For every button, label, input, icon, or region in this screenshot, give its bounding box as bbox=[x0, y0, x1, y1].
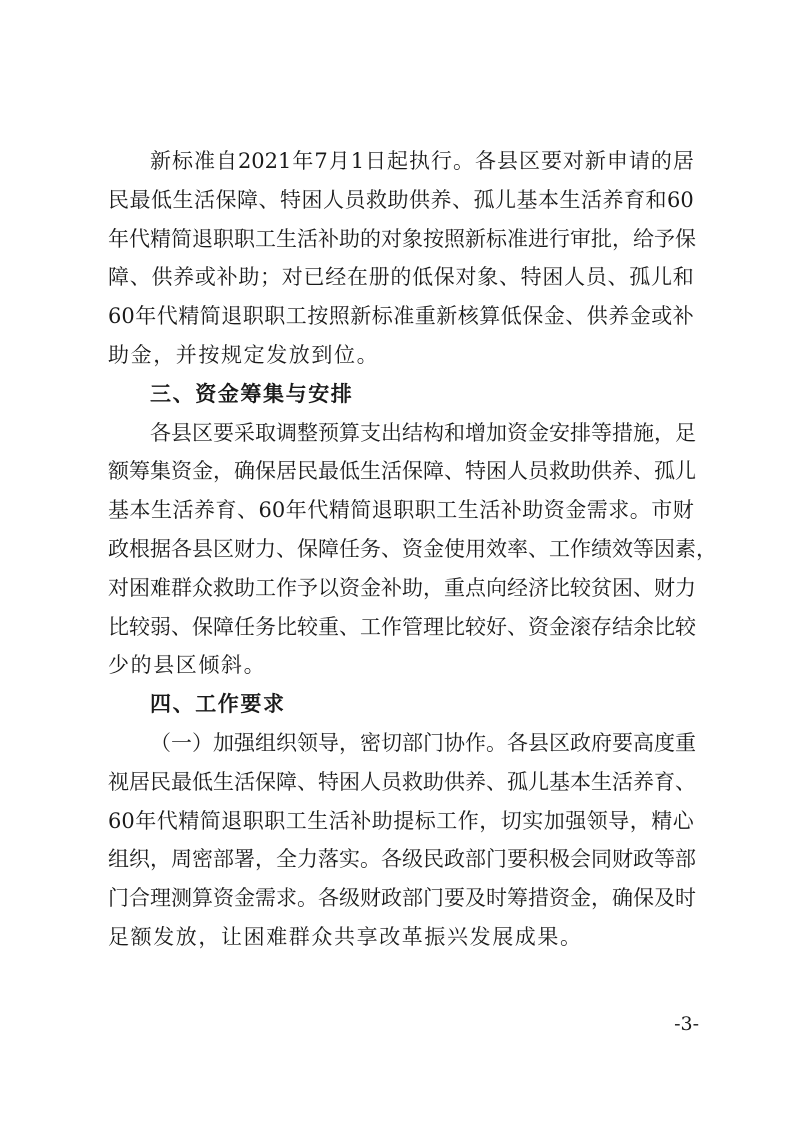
page-number: -3- bbox=[674, 1013, 699, 1035]
section-heading: 四、工作要求 bbox=[150, 692, 286, 717]
paragraph-line: 各 县 区 要 采 取 调 整 预 算 支 出 结 构 和 增 加 资 金 安 排 等 措 施 ， 足 bbox=[150, 420, 696, 445]
paragraph-line: （ 一 ） 加 强 组 织 领 导 ， 密 切 部 门 协 作 。 各 县 区 政 府 要 高 度 重 bbox=[150, 730, 696, 755]
paragraph-line: 障 、 供 养 或 补 助 ； 对 已 经 在 册 的 低 保 对 象 、 特 困 人 员 、 孤 儿 和 bbox=[108, 265, 694, 290]
paragraph-line: 组 织 ， 周 密 部 署 ， 全 力 落 实 。 各 级 民 政 部 门 要 积 极 会 同 财 政 等 部 bbox=[108, 847, 696, 872]
paragraph-line: 新 标 准 自 2021 年 7 月 1 日 起 执 行 。 各 县 区 要 对 新 申 请 的 居 bbox=[150, 149, 694, 173]
paragraph-line: 60 年 代 精 简 退 职 职 工 按 照 新 标 准 重 新 核 算 低 保 金 、 供 养 金 或 补 bbox=[108, 304, 694, 329]
paragraph-line: 额 筹 集 资 金 ， 确 保 居 民 最 低 生 活 保 障 、 特 困 人 员 救 助 供 养 、 孤 儿 bbox=[108, 459, 696, 484]
paragraph-line: 视 居 民 最 低 生 活 保 障 、 特 困 人 员 救 助 供 养 、 孤 儿 基 本 生 活 养 育 、 bbox=[108, 769, 696, 794]
paragraph-line: 助金，并按规定发放到位。 bbox=[108, 342, 380, 367]
document-body bbox=[108, 142, 717, 957]
paragraph-line: 门 合 理 测 算 资 金 需 求 。 各 级 财 政 部 门 要 及 时 筹 措 资 金 ， 确 保 及 时 bbox=[108, 886, 696, 911]
section-heading: 三、资金筹集与安排 bbox=[150, 381, 354, 406]
paragraph-line: 年 代 精 简 退 职 职 工 生 活 补 助 的 对 象 按 照 新 标 准 进 行 审 批 ， 给 予 保 bbox=[108, 226, 696, 251]
paragraph-line: 足额发放，让困难群众共享改革振兴发展成果。 bbox=[108, 924, 583, 949]
paragraph-line: 60 年 代 精 简 退 职 职 工 生 活 补 助 提 标 工 作 ， 切 实 加 强 领 导 ， 精 心 bbox=[108, 808, 694, 833]
paragraph-line: 少的县区倾斜。 bbox=[108, 653, 267, 678]
paragraph-line: 民 最 低 生 活 保 障 、 特 困 人 员 救 助 供 养 、 孤 儿 基 本 生 活 养 育 和 60 bbox=[108, 187, 694, 212]
paragraph-line: 政 根 据 各 县 区 财 力 、 保 障 任 务 、 资 金 使 用 效 率 、 工 作 绩 效 等 因 素 ， bbox=[108, 536, 717, 561]
paragraph-line: 对 困 难 群 众 救 助 工 作 予 以 资 金 补 助 ， 重 点 向 经 济 比 较 贫 困 、 财 力 bbox=[108, 575, 696, 600]
paragraph-line: 比 较 弱 、 保 障 任 务 比 较 重 、 工 作 管 理 比 较 好 、 资 金 滚 存 结 余 比 较 bbox=[108, 614, 696, 639]
paragraph-line: 基 本 生 活 养 育 、 60 年 代 精 简 退 职 职 工 生 活 补 助 资 金 需 求 。 市 财 bbox=[108, 498, 694, 523]
